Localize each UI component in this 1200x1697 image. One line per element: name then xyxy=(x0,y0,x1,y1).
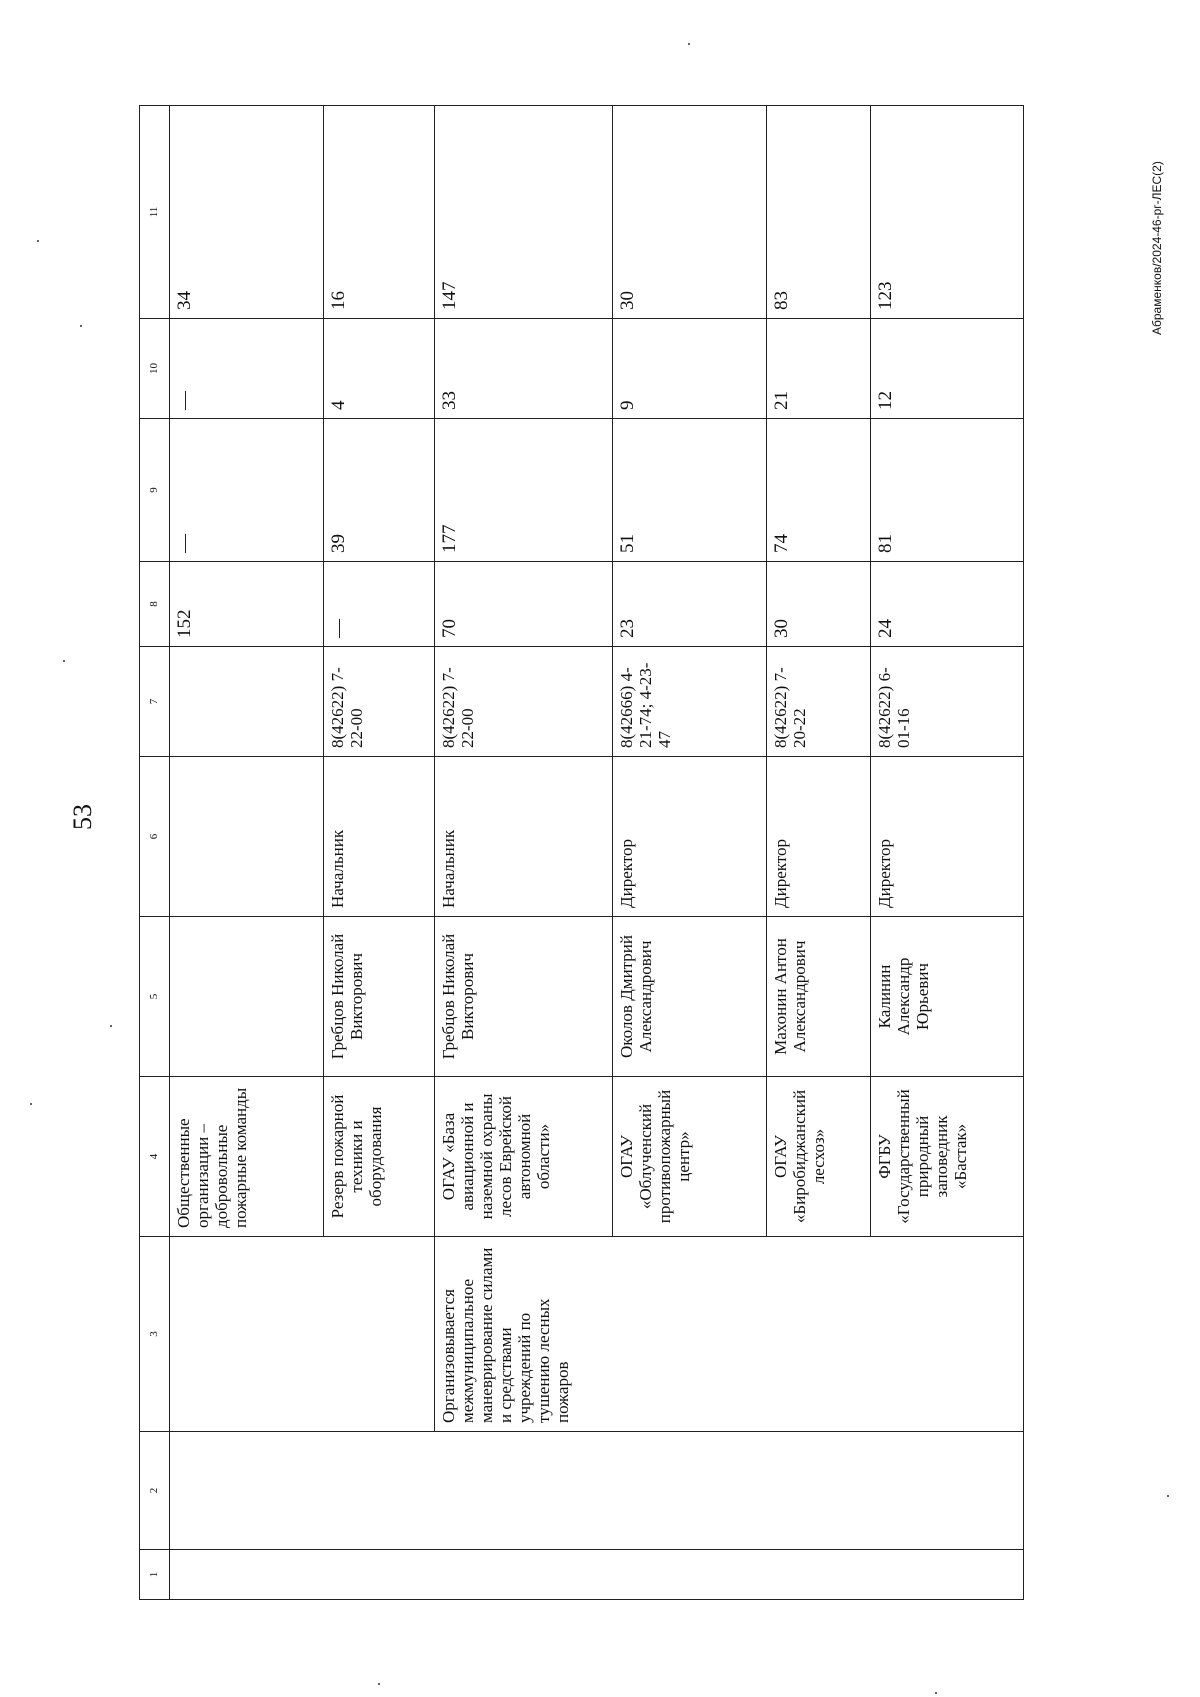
head-name-cell: Махонин Антон Александрович xyxy=(767,917,871,1077)
scan-speck xyxy=(935,1692,937,1694)
position-cell: Директор xyxy=(613,757,767,917)
page-number: 53 xyxy=(68,804,97,830)
value-cell-10: 21 xyxy=(767,319,871,419)
phone-cell: 8(42666) 4-21-74; 4-23-47 xyxy=(613,647,767,757)
cell-col-3 xyxy=(170,1237,435,1432)
column-number: 3 xyxy=(140,1237,170,1432)
position-cell: Директор xyxy=(767,757,871,917)
value-cell-10: 33 xyxy=(435,319,613,419)
value-cell-8: 152 xyxy=(170,562,324,647)
cell-col-2 xyxy=(170,1432,1024,1550)
group-description-cell: Организовывается межмуниципальное маневрирование силами и средствами учреждений по тушению лесных пожаров xyxy=(435,1237,1024,1432)
value-cell-10: 12 xyxy=(871,319,1024,419)
phone-cell xyxy=(170,647,324,757)
value-cell-11: 30 xyxy=(613,106,767,319)
head-name-cell: Гребцов Николай Викторович xyxy=(324,917,435,1077)
value-cell-8: 70 xyxy=(435,562,613,647)
scan-speck xyxy=(63,660,65,662)
position-cell: Начальник xyxy=(324,757,435,917)
scan-speck xyxy=(378,1683,380,1685)
column-number: 8 xyxy=(140,562,170,647)
column-number: 2 xyxy=(140,1432,170,1550)
value-cell-11: 83 xyxy=(767,106,871,319)
position-cell: Директор xyxy=(871,757,1024,917)
column-number: 10 xyxy=(140,319,170,419)
organization-cell: ФГБУ «Государственный природный заповедник «Бастак» xyxy=(871,1077,1024,1237)
scan-speck xyxy=(30,1103,32,1105)
value-cell-11: 123 xyxy=(871,106,1024,319)
value-cell-10: 9 xyxy=(613,319,767,419)
value-cell-11: 16 xyxy=(324,106,435,319)
resources-table xyxy=(139,105,1024,1600)
value-cell-9: 39 xyxy=(324,419,435,562)
scan-speck xyxy=(110,1025,112,1027)
value-cell-8: 30 xyxy=(767,562,871,647)
value-cell-11: 34 xyxy=(170,106,324,319)
phone-cell: 8(42622) 6-01-16 xyxy=(871,647,1024,757)
organization-cell: Резерв пожарной техники и оборудования xyxy=(324,1077,435,1237)
phone-cell: 8(42622) 7-22-00 xyxy=(324,647,435,757)
value-cell-8: — xyxy=(324,562,435,647)
value-cell-9: — xyxy=(170,419,324,562)
value-cell-8: 23 xyxy=(613,562,767,647)
value-cell-9: 177 xyxy=(435,419,613,562)
position-cell xyxy=(170,757,324,917)
phone-cell: 8(42622) 7-20-22 xyxy=(767,647,871,757)
column-number: 6 xyxy=(140,757,170,917)
table-container xyxy=(139,106,1023,1600)
column-number: 1 xyxy=(140,1550,170,1600)
head-name-cell xyxy=(170,917,324,1077)
head-name-cell: Гребцов Николай Викторович xyxy=(435,917,613,1077)
column-number-row xyxy=(140,106,170,1600)
column-number: 11 xyxy=(140,106,170,319)
value-cell-10: — xyxy=(170,319,324,419)
value-cell-8: 24 xyxy=(871,562,1024,647)
value-cell-11: 147 xyxy=(435,106,613,319)
position-cell: Начальник xyxy=(435,757,613,917)
column-number: 7 xyxy=(140,647,170,757)
document-code: Абраменков/2024-46-рг-ЛЕС(2) xyxy=(1150,161,1164,335)
scan-speck xyxy=(37,240,39,242)
value-cell-9: 51 xyxy=(613,419,767,562)
phone-cell: 8(42622) 7-22-00 xyxy=(435,647,613,757)
organization-cell: ОГАУ «База авиационной и наземной охраны лесов Еврейской автономной области» xyxy=(435,1077,613,1237)
value-cell-9: 81 xyxy=(871,419,1024,562)
table-row xyxy=(435,106,613,1600)
column-number: 4 xyxy=(140,1077,170,1237)
scan-speck xyxy=(688,43,690,45)
organization-cell: ОГАУ «Биробиджанский лесхоз» xyxy=(767,1077,871,1237)
head-name-cell: Околов Дмитрий Александрович xyxy=(613,917,767,1077)
table-row xyxy=(170,106,324,1600)
scan-speck xyxy=(80,325,82,327)
scan-speck xyxy=(1167,1495,1169,1497)
value-cell-9: 74 xyxy=(767,419,871,562)
value-cell-10: 4 xyxy=(324,319,435,419)
column-number: 5 xyxy=(140,917,170,1077)
organization-cell: Общественные организации – добровольные пожарные команды xyxy=(170,1077,324,1237)
organization-cell: ОГАУ «Облученский противопожарный центр» xyxy=(613,1077,767,1237)
column-number: 9 xyxy=(140,419,170,562)
cell-col-1 xyxy=(170,1550,1024,1600)
head-name-cell: Калинин Александр Юрьевич xyxy=(871,917,1024,1077)
